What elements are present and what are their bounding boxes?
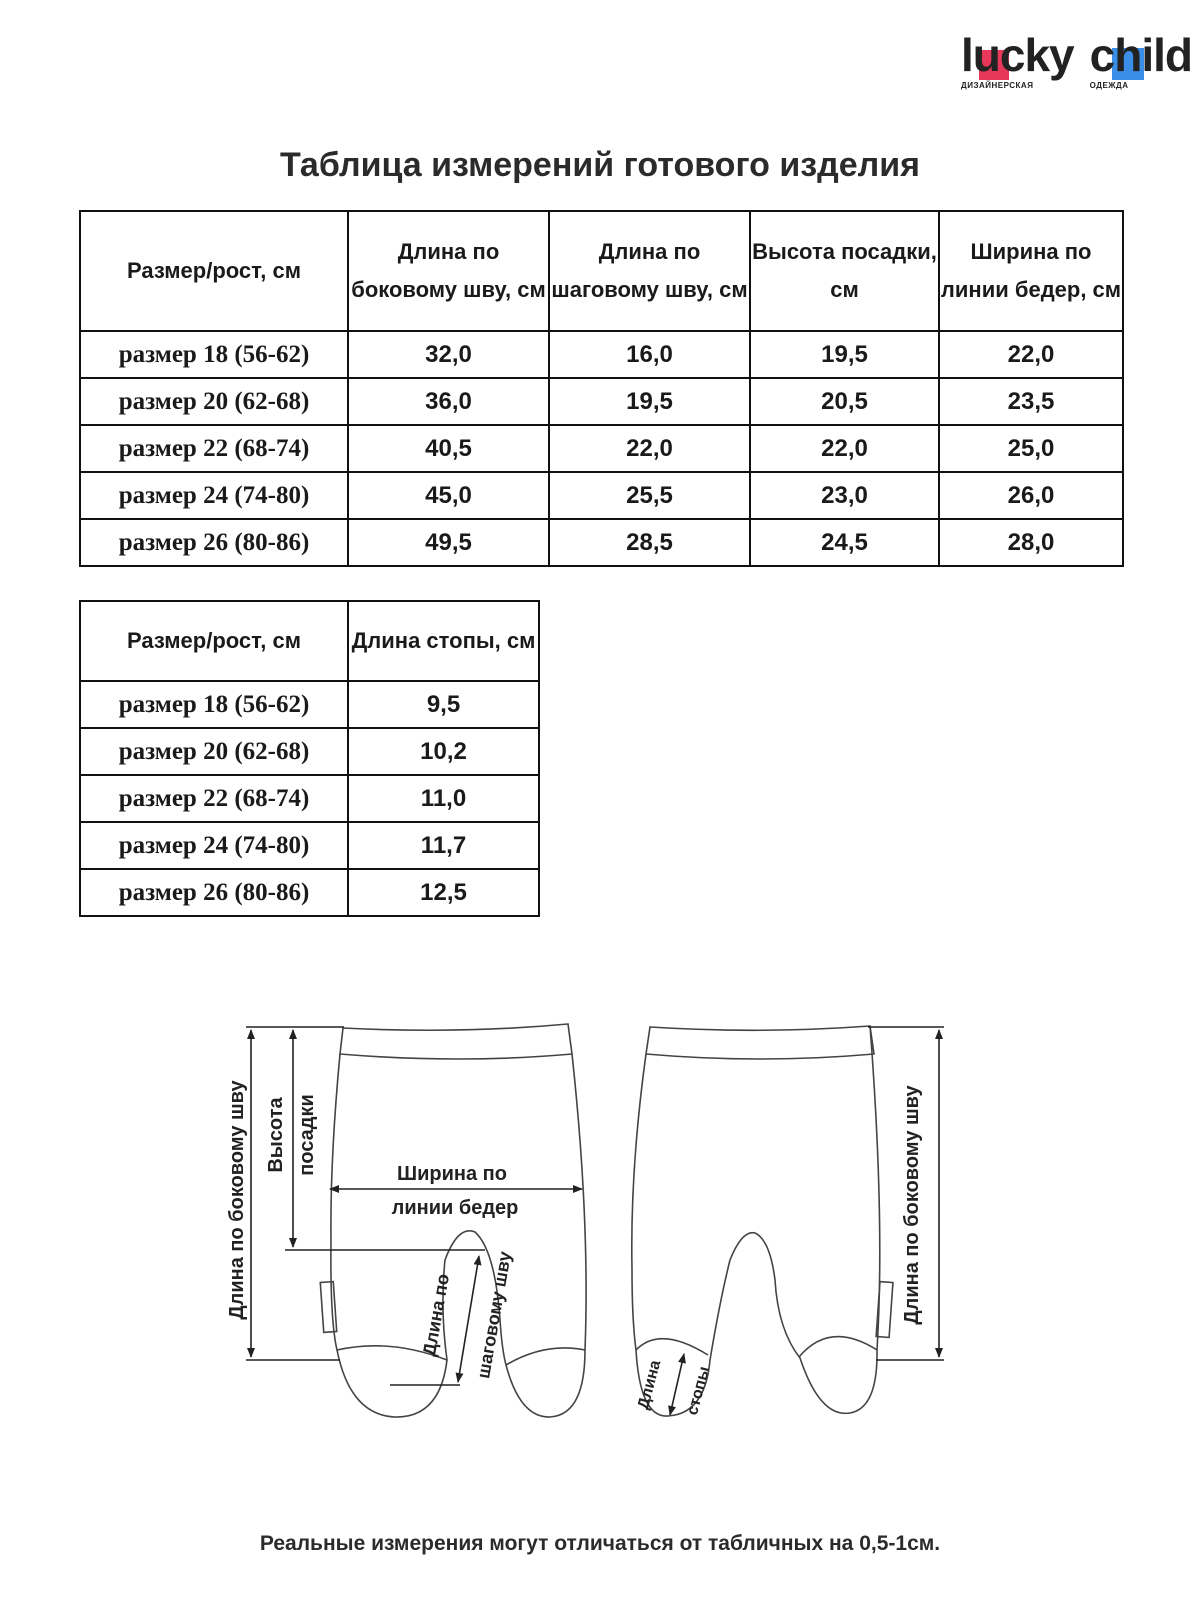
brand-logo bbox=[961, 30, 1192, 102]
hip-width-cell: 25,0 bbox=[939, 425, 1123, 472]
disclaimer-note: Реальные измерения могут отличаться от табличных на 0,5-1см. bbox=[259, 1532, 941, 1555]
header-inseam-length: Длина по шаговому шву, см bbox=[549, 211, 750, 331]
size-cell: размер 22 (68-74) bbox=[80, 775, 348, 822]
header-side-length: Длина по боковому шву, см bbox=[348, 211, 549, 331]
size-cell: размер 20 (62-68) bbox=[80, 728, 348, 775]
side-length-label: Длина по боковому шву bbox=[226, 1080, 248, 1320]
inseam-label-line2: шаговому шву bbox=[473, 1249, 516, 1381]
size-cell: размер 26 (80-86) bbox=[80, 869, 348, 916]
logo-word-child: child bbox=[1089, 29, 1192, 81]
table-row bbox=[80, 822, 539, 869]
table-row bbox=[80, 425, 1123, 472]
foot-length-cell: 10,2 bbox=[348, 728, 539, 775]
size-cell: размер 24 (74-80) bbox=[80, 472, 348, 519]
hip-width-cell: 22,0 bbox=[939, 331, 1123, 378]
inseam-length-cell: 16,0 bbox=[549, 331, 750, 378]
inseam-length-cell: 25,5 bbox=[549, 472, 750, 519]
rise-label-line1: Высота bbox=[265, 1097, 287, 1173]
side-length-cell: 36,0 bbox=[348, 378, 549, 425]
header-hip-width: Ширина по линии бедер, см bbox=[939, 211, 1123, 331]
side-length-cell: 40,5 bbox=[348, 425, 549, 472]
foot-length-cell: 12,5 bbox=[348, 869, 539, 916]
table-row bbox=[80, 728, 539, 775]
table-header-row bbox=[80, 211, 1123, 331]
foot-label-line1: Длина bbox=[634, 1358, 665, 1412]
measurements-table bbox=[79, 210, 1124, 567]
header-size: Размер/рост, см bbox=[80, 211, 348, 331]
side-length-cell: 45,0 bbox=[348, 472, 549, 519]
rise-cell: 23,0 bbox=[750, 472, 939, 519]
size-cell: размер 24 (74-80) bbox=[80, 822, 348, 869]
table-row bbox=[80, 681, 539, 728]
hip-label-line2: линии бедер bbox=[391, 1197, 519, 1219]
inseam-length-cell: 28,5 bbox=[549, 519, 750, 566]
table-row bbox=[80, 331, 1123, 378]
foot-length-cell: 9,5 bbox=[348, 681, 539, 728]
rise-cell: 19,5 bbox=[750, 331, 939, 378]
table-row bbox=[80, 519, 1123, 566]
rise-cell: 22,0 bbox=[750, 425, 939, 472]
rise-cell: 20,5 bbox=[750, 378, 939, 425]
logo-part-lucky bbox=[961, 30, 1074, 92]
pants-front-drawing bbox=[320, 1024, 586, 1417]
size-cell: размер 22 (68-74) bbox=[80, 425, 348, 472]
measurement-diagram bbox=[0, 1020, 1200, 1440]
inseam-label-line1: Длина по bbox=[419, 1272, 454, 1358]
hip-width-cell: 23,5 bbox=[939, 378, 1123, 425]
foot-length-cell: 11,7 bbox=[348, 822, 539, 869]
hip-width-cell: 28,0 bbox=[939, 519, 1123, 566]
inseam-length-cell: 22,0 bbox=[549, 425, 750, 472]
header-size: Размер/рост, см bbox=[80, 601, 348, 681]
header-foot-length: Длина стопы, см bbox=[348, 601, 539, 681]
foot-length-arrow bbox=[670, 1354, 684, 1415]
rise-cell: 24,5 bbox=[750, 519, 939, 566]
pants-back-drawing bbox=[632, 1026, 893, 1416]
hip-width-cell: 26,0 bbox=[939, 472, 1123, 519]
logo-tagline-left: ДИЗАЙНЕРСКАЯ bbox=[961, 81, 1034, 90]
inseam-length-cell: 19,5 bbox=[549, 378, 750, 425]
table-row bbox=[80, 775, 539, 822]
page-title: Таблица измерений готового изделия bbox=[279, 146, 921, 184]
back-side-length-label: Длина по боковому шву bbox=[901, 1085, 923, 1325]
hip-label-line1: Ширина по bbox=[397, 1163, 507, 1185]
side-length-cell: 32,0 bbox=[348, 331, 549, 378]
table-header-row bbox=[80, 601, 539, 681]
foot-length-table bbox=[79, 600, 540, 917]
table-row bbox=[80, 378, 1123, 425]
logo-part-child bbox=[1090, 30, 1192, 92]
table-row bbox=[80, 869, 539, 916]
logo-tagline-right: ОДЕЖДА bbox=[1089, 81, 1129, 90]
side-length-cell: 49,5 bbox=[348, 519, 549, 566]
foot-length-cell: 11,0 bbox=[348, 775, 539, 822]
size-cell: размер 18 (56-62) bbox=[80, 331, 348, 378]
header-rise: Высота посадки, см bbox=[750, 211, 939, 331]
foot-label-line2: стопы bbox=[684, 1364, 714, 1418]
size-cell: размер 26 (80-86) bbox=[80, 519, 348, 566]
table-row bbox=[80, 472, 1123, 519]
size-cell: размер 18 (56-62) bbox=[80, 681, 348, 728]
logo-word-lucky: lucky bbox=[961, 29, 1074, 81]
size-cell: размер 20 (62-68) bbox=[80, 378, 348, 425]
rise-label-line2: посадки bbox=[296, 1094, 318, 1176]
